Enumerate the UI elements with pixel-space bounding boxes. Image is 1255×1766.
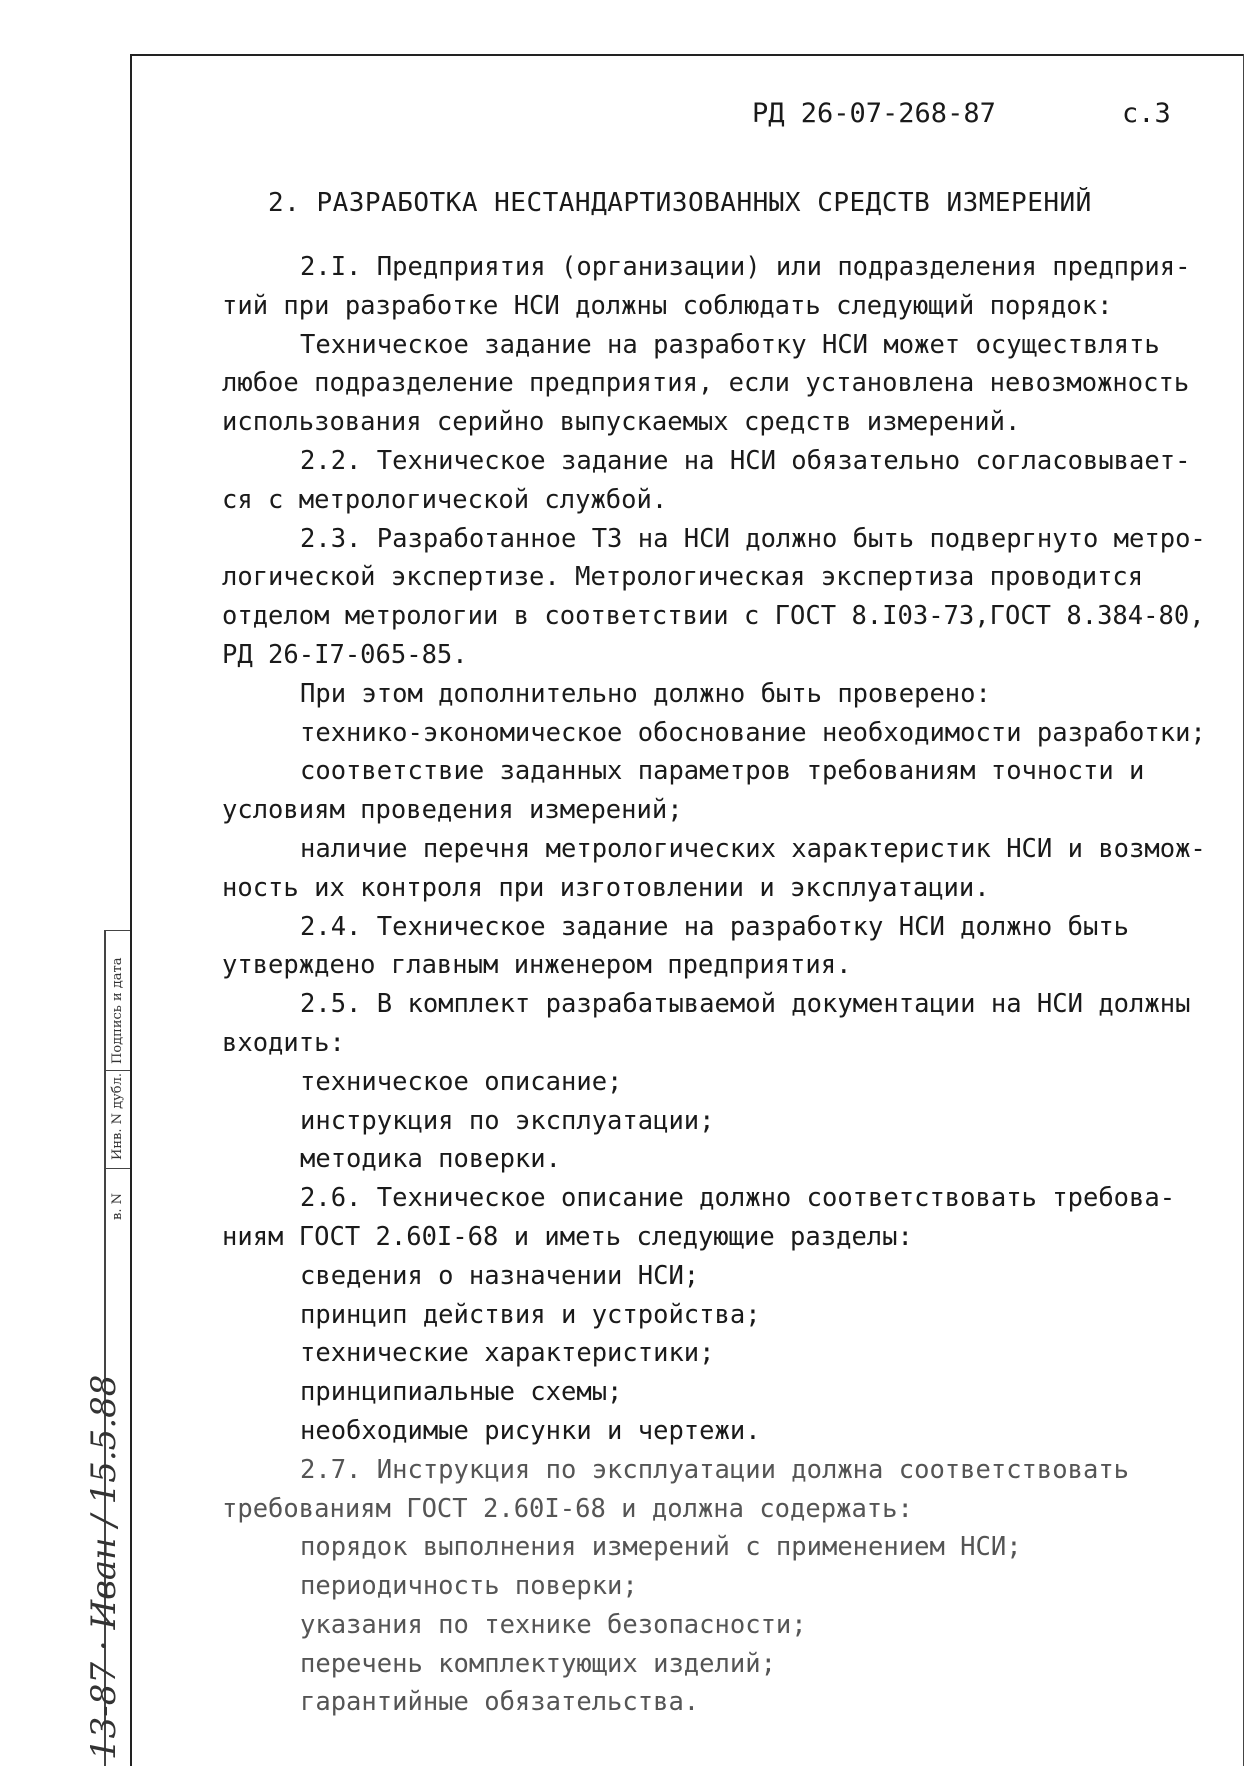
inv-dubl-label: Инв. N дубл. (110, 1073, 125, 1160)
text-line: инструкция по эксплуатации; (300, 1105, 715, 1136)
section-title: 2. РАЗРАБОТКА НЕСТАНДАРТИЗОВАННЫХ СРЕДСТВ ИЗМЕРЕНИЙ (268, 188, 1092, 218)
text-line: технико-экономическое обоснование необходимости разработки; (300, 717, 1206, 748)
strip-divider (104, 1168, 130, 1169)
text-line: ся с метрологической службой. (222, 484, 668, 515)
text-line: ность их контроля при изготовлении и эксплуатации. (222, 872, 990, 903)
strip-divider (104, 1070, 130, 1071)
text-line: 2.5. В комплект разрабатываемой документации на НСИ должны (300, 989, 1191, 1020)
text-line: перечень комплектующих изделий; (300, 1648, 776, 1679)
text-line: утверждено главным инженером предприятия. (222, 950, 852, 981)
text-line: методика поверки. (300, 1144, 561, 1175)
text-line: 2.4. Техническое задание на разработку НСИ должно быть (300, 911, 1130, 942)
text-line: 2.3. Разработанное ТЗ на НСИ должно быть подвергнуто метро- (300, 523, 1206, 554)
text-line: 2.2. Техническое задание на НСИ обязательно согласовывает- (300, 445, 1191, 476)
page-frame-top (132, 54, 1244, 56)
page-header (0, 98, 1255, 138)
text-line: При этом дополнительно должно быть проверено: (300, 678, 991, 709)
text-line: отделом метрологии в соответствии с ГОСТ 8.I03-73,ГОСТ 8.384-80, (222, 601, 1205, 632)
text-line: ниям ГОСТ 2.60I-68 и иметь следующие разделы: (222, 1221, 913, 1252)
handwritten-signature: 13-87 · Иван / 15.5.88 (84, 1374, 124, 1760)
signature-date-label: Подпись и дата (110, 957, 125, 1064)
text-line: сведения о назначении НСИ; (300, 1260, 700, 1291)
text-line: наличие перечня метрологических характеристик НСИ и возмож- (300, 833, 1206, 864)
text-line: условиям проведения измерений; (222, 795, 683, 826)
text-line: любое подразделение предприятия, если установлена невозможность (222, 368, 1190, 399)
text-line: 2.7. Инструкция по эксплуатации должна соответствовать (300, 1454, 1130, 1485)
inv-small-label: в. N (110, 1193, 125, 1220)
text-line: периодичность поверки; (300, 1571, 638, 1602)
text-line: необходимые рисунки и чертежи. (300, 1415, 761, 1446)
document-code: РД 26-07-268-87 (752, 98, 996, 129)
strip-divider (104, 930, 130, 931)
text-line: соответствие заданных параметров требованиям точности и (300, 756, 1145, 787)
text-line: Техническое задание на разработку НСИ может осуществлять (300, 329, 1160, 360)
page-frame-left (130, 54, 132, 1766)
text-line: техническое описание; (300, 1066, 623, 1097)
text-line: принцип действия и устройства; (300, 1299, 761, 1330)
text-line: гарантийные обязательства. (300, 1687, 700, 1718)
text-line: использования серийно выпускаемых средств измерений. (222, 407, 1021, 438)
text-line: указания по технике безопасности; (300, 1609, 807, 1640)
text-line: требованиям ГОСТ 2.60I-68 и должна содержать: (222, 1493, 913, 1524)
text-line: технические характеристики; (300, 1338, 715, 1369)
text-line: 2.I. Предприятия (организации) или подразделения предприя- (300, 252, 1191, 282)
text-line: логической экспертизе. Метрологическая экспертиза проводится (222, 562, 1144, 593)
text-line: 2.6. Техническое описание должно соответствовать требова- (300, 1183, 1176, 1214)
text-line: тий при разработке НСИ должны соблюдать следующий порядок: (222, 290, 1113, 321)
text-line: принципиальные схемы; (300, 1377, 623, 1408)
body-text (222, 248, 1222, 1722)
text-line: порядок выполнения измерений с применением НСИ; (300, 1532, 1022, 1563)
page-frame-right (1243, 54, 1244, 1766)
page-number: с.3 (1122, 98, 1171, 129)
text-line: входить: (222, 1027, 345, 1058)
text-line: РД 26-I7-065-85. (222, 639, 468, 670)
